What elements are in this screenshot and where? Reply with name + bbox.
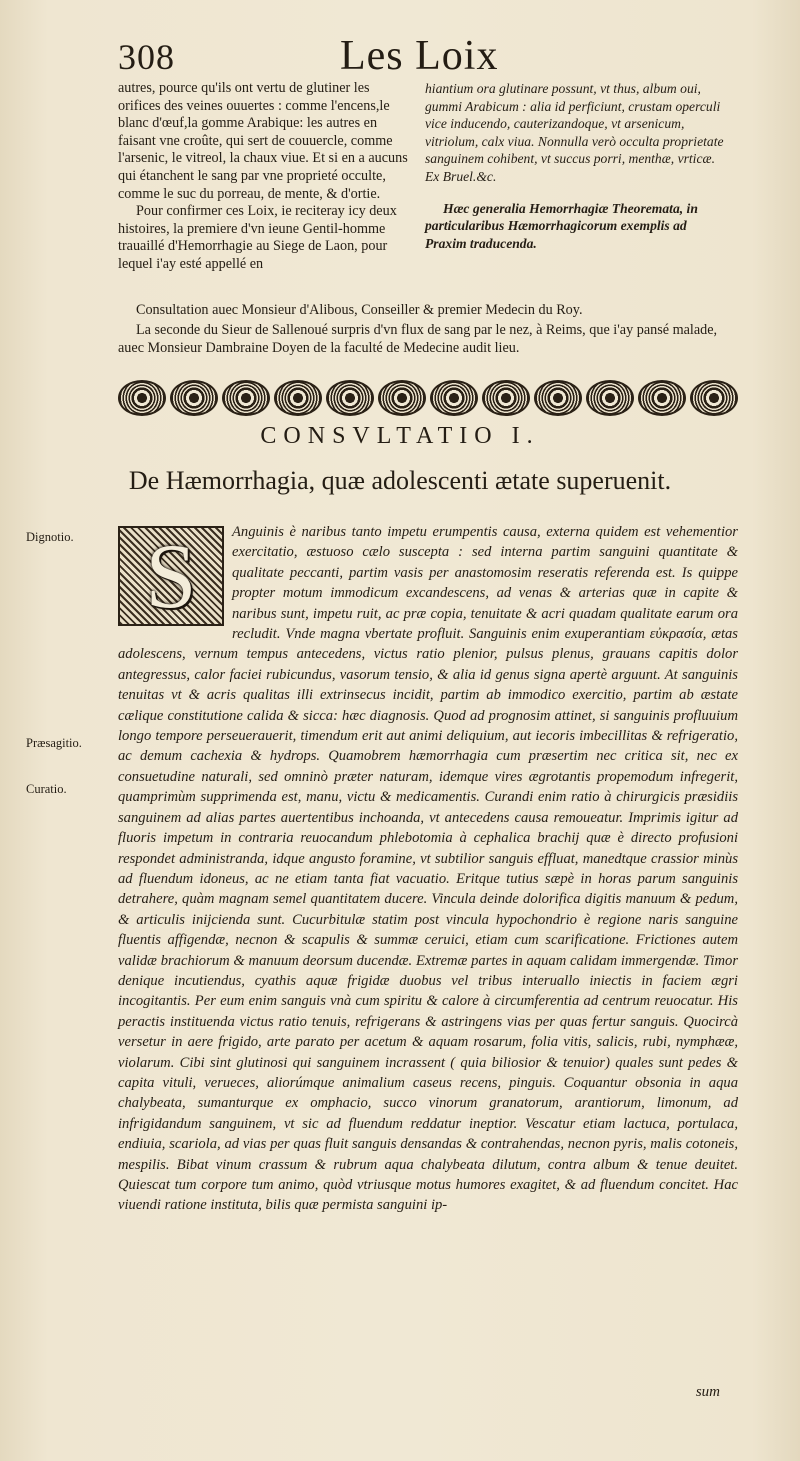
page-header — [118, 30, 718, 80]
ornament-icon — [222, 380, 270, 416]
ornament-icon — [274, 380, 322, 416]
ornament-icon — [430, 380, 478, 416]
ornament-icon — [690, 380, 738, 416]
ornament-icon — [170, 380, 218, 416]
ornament-icon — [482, 380, 530, 416]
latin-heading: Hæc generalia Hemorrhagiæ Theoremata, in particularibus Hæmorrhagicorum exemplis ad Praxim traducenda. — [425, 200, 698, 251]
ornament-icon — [534, 380, 582, 416]
catchword: sum — [695, 1384, 720, 1400]
dropcap-initial — [118, 526, 224, 626]
consultation-paragraph: Anguinis è naribus tanto impetu erumpentis causa, externa quidem est vehementior exercitatio, æstuoso cælo suscepta : sed interna partim sanguini quantitate & qualitate peccanti, partim vasis per anastomosim reseratis referenda est. Is quippe propter motum immodicum excandescens, ad venas & arterias quæ in capite & naribus sunt, impetu ruit, ac præ copia, tenuitate & acri quadam qualitate earum ora recludit. Vnde magna vbertate profluit. Sanguinis enim exuperantiam εὐκρασία, ætas adolescens, vernum tempus antecedens, victus ratio plenior, pulsus plenus, grauans capitis dolor antegressus, calor faciei rubicundus, vasorum tensio, & alia id genus signa apertè arguunt. At sanguinis tenuitas vt & acris qualitas illi extrinsecus incidit, partim ab immodico exercitio, partim ab æstate cælique constitutione calida & sicca: hæc diagnosis. Quod ad prognosim attinet, si sanguinis profluuium longo tempore perseuerauerit, timendum erit aut animi deliquium, aut iecoris imbecillitas & refrigeratio, ac demum cachexia & hydrops. Quamobrem hæmorrhagia cum præsertim nec critica sit, nec ex consuetudine naturali, sed omninò præter naturam, idemque vires ægrotantis propemodum infregerit, quamprimùm supprimenda est, manu, victu & medicamentis. Curandi enim ratio à chirurgicis præsidiis sanguinem ad alias partes auertentibus inchoanda, vt antecedens causa remoueatur. Imprimis igitur ad fluoris impetum in contraria reuocandum phlebotomia à cephalica brachij quæ è directo profusioni respondet administranda, idque angusto foramine, vt subtilior sanguis effluat, manedtque crassior minùs ad fluendum idoneus, ac ne etiam tanta fiat vacuatio. Eritque tutius sæpè in horas parum sanguinis detrahere, quàm magnam semel quantitatem ducere. Vincula deinde dolorifica digitis manuum & pedum, & articulis inijcienda sunt. Cucurbitulæ statim post vincula hypochondrio è regione naris sanguine fluentis affigendæ, necnon & scapulis & summæ ceruici, etiam cum scarificatione. Frictiones autem validæ brachiorum & manuum deorsum ducendæ. Extremæ partes in aquam calidam immergendæ. Timor denique incutiendus, cyathis aquæ frigidæ duobus vel tribus interuallo iniectis in faciem ægri incogitantis. Per eum enim sanguis vnà cum spiritu & calore à circumferentia ad centrum reuocatur. His peractis instituenda victus ratio tenuis, refrigerans & astringens vias per quas fertur sanguis. Quocircà versetur in aere frigido, arte parato per acetum & aquam rosarum, folia vitis, salicis, rubi, nymphææ, violarum. Cibi sint glutinosi qui sanguinem incrassent ( quia biliosior & tenuior) quales sunt pedes & capita vituli, verueces, aliorúmque animalium caseus recens, pinguis. Coquantur obsonia in aqua chalybeata, sumanturque ex omphacio, succo vinorum granatorum, arantiorum, limonum, ad infrigidandum sanguinem, vt sic ad fluendum reddatur ineptior. Vescatur etiam lactuca, portulaca, endiuia, scariola, ad vias per quas fluit sanguis densandas & contrahendas, necnon pyris, malis cotoneis, mespilis. Bibat vinum crassum & rubrum aqua chalybeata dilutum, contra album & tenue deuitet. Quiescat tum corpore tum animo, quòd vtriusque motus humores exagitet, & ad fluendum concitet. Hac viuendi ratione instituta, bilis quæ permista sanguini ip- — [118, 524, 738, 1214]
full-width-line: La seconde du Sieur de Sallenoué surpris d'vn flux de sang par le nez, à Reims, que i'ay pansé malade, auec Monsieur Dambraine Doyen de la faculté de Medecine audit lieu. — [118, 322, 718, 356]
running-title: Les Loix — [340, 33, 499, 79]
page-number: 308 — [118, 37, 175, 77]
dropcap-letter: S — [145, 524, 197, 627]
margin-note-dignotio: Dignotio. — [26, 530, 74, 544]
margin-note-praesagitio: Præsagitio. — [26, 736, 82, 750]
decorative-ornament-band — [118, 378, 738, 418]
section-subtitle: De Hæmorrhagia, quæ adolescenti ætate superuenit. — [128, 466, 672, 495]
section-title: CONSVLTATIO I. — [260, 423, 540, 449]
consultation-body — [118, 522, 738, 1216]
full-width-line: Consultation auec Monsieur d'Alibous, Conseiller & premier Medecin du Roy. — [136, 302, 583, 318]
latin-paragraph: hiantium ora glutinare possunt, vt thus, album oui, gummi Arabicum : alia id perficiunt, crustam operculi vice inducendo, cauterizandoque, vt arsenicum, vitriolum, calx viua. Nonnulla verò occulta proprietate sanguinem cohibent, vt succus porri, menthæ, vrticæ. Ex Bruel.&c. — [425, 81, 724, 184]
ornament-icon — [586, 380, 634, 416]
ornament-icon — [638, 380, 686, 416]
ornament-icon — [326, 380, 374, 416]
latin-column — [425, 80, 725, 252]
margin-note-curatio: Curatio. — [26, 782, 67, 796]
ornament-icon — [118, 380, 166, 416]
ornament-icon — [378, 380, 426, 416]
french-column — [118, 80, 414, 274]
french-paragraph: Pour confirmer ces Loix, ie reciteray icy deux histoires, la premiere d'vn ieune Gentil-homme trauaillé d'Hemorrhagie au Siege de Laon, pour lequel i'ay esté appellé en — [118, 203, 397, 272]
french-paragraph: autres, pource qu'ils ont vertu de glutiner les orifices des veines ouuertes : comme l'encens,le blanc d'œuf,la gomme Arabique: les autres en faisant vne croûte, qui sert de couuercle, comme l'arsenic, le vitreol, la chaux viue. Et si en a aucuns qui étanchent le sang par vne proprieté occulte, comme le suc du porreau, de mente, & d'ortie. — [118, 80, 408, 202]
